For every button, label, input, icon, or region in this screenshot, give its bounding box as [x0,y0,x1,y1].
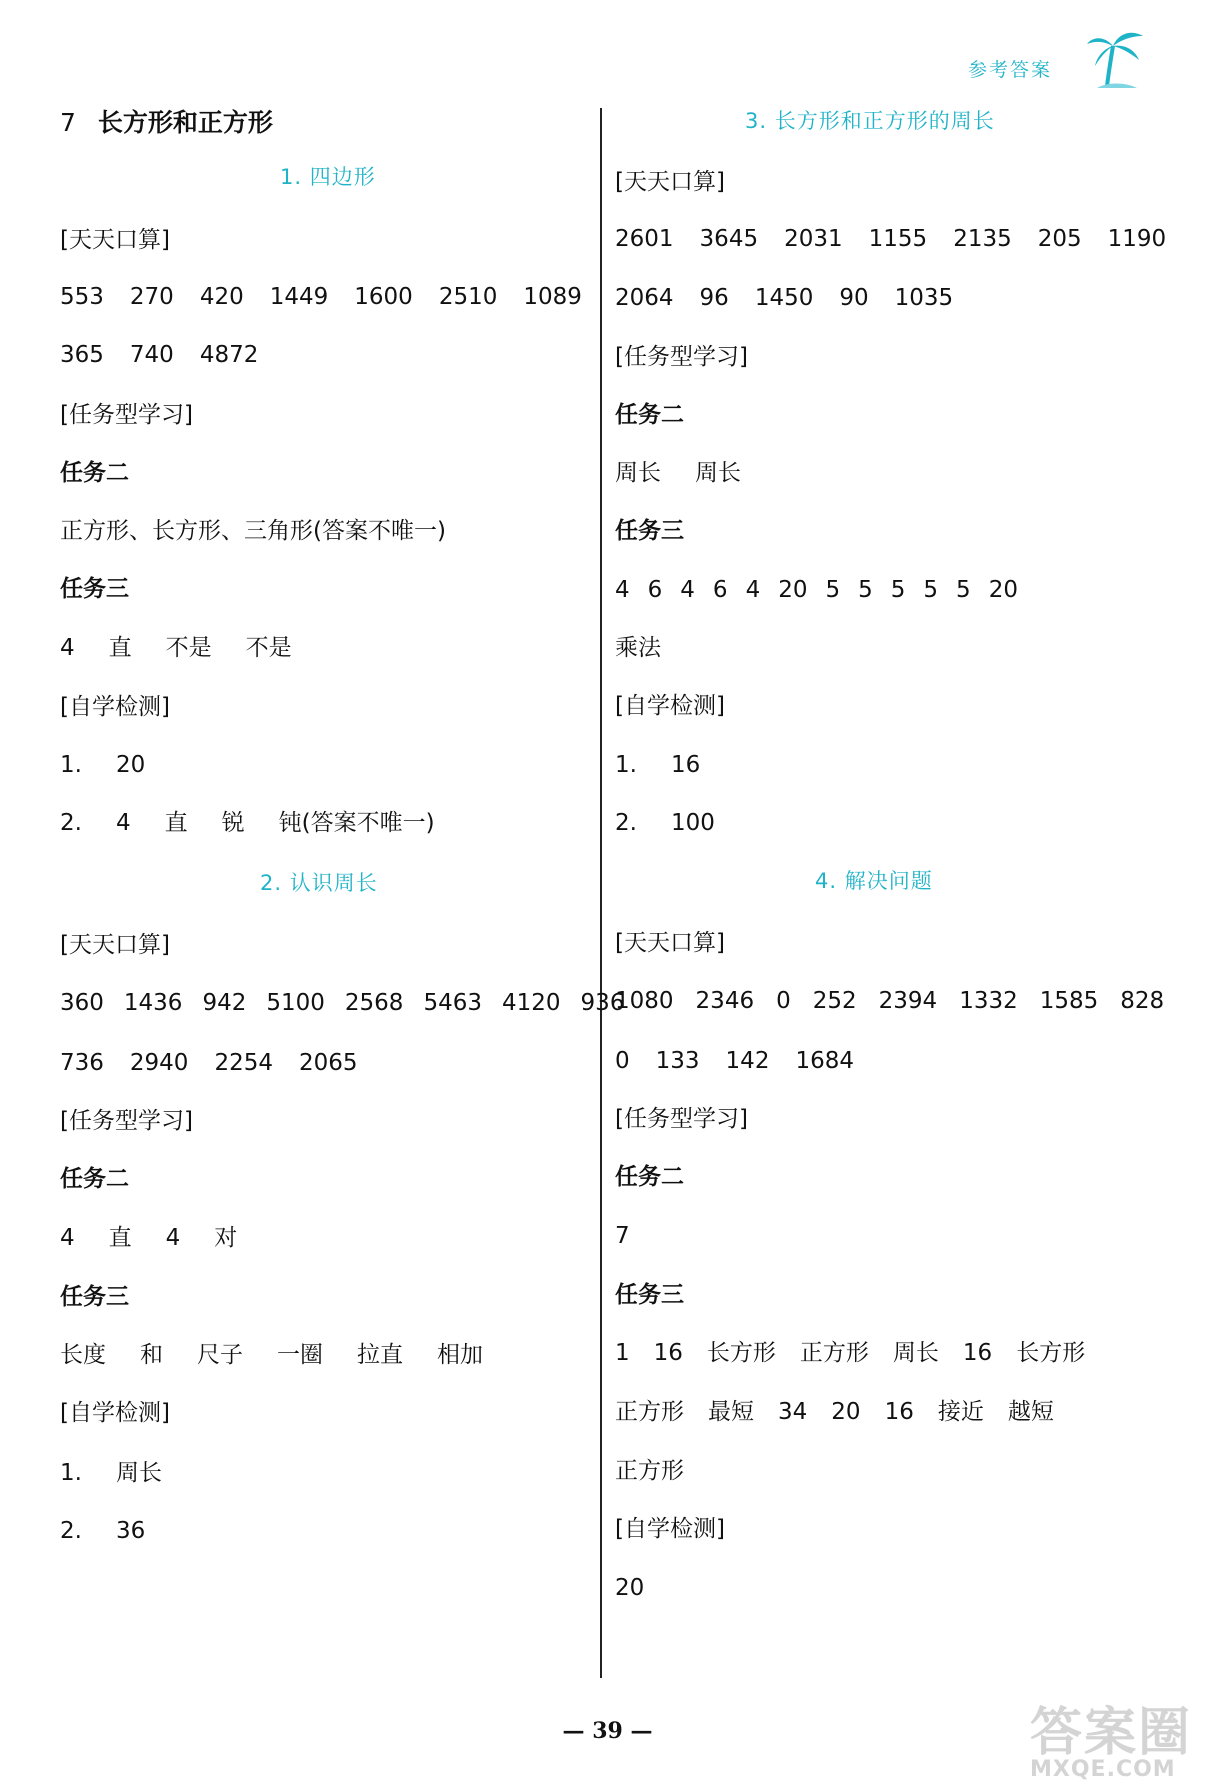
task2-heading: 任务二 [60,1166,129,1192]
answer-value: 5 [825,577,841,603]
answer-value: 2254 [214,1050,273,1076]
answer-value: 34 [778,1399,808,1425]
palm-tree-icon [1085,28,1145,90]
zixue-heading: [自学检测] [60,694,170,720]
renwu-heading: [任务型学习] [60,1108,193,1134]
item-number: 2. [60,1518,82,1544]
task2-answer: 正方形、长方形、三角形(答案不唯一) [60,518,446,544]
answer-value: 1684 [795,1048,854,1074]
answer-value: 2135 [953,226,1012,252]
answer-value: 2568 [344,990,404,1016]
answer-value: 正方形 [615,1399,684,1425]
answer-value: 270 [129,284,174,310]
answer-value: 4 [745,577,761,603]
answer-value: 20 [778,577,808,603]
answer-value: 2601 [615,226,674,252]
zixue-heading: [自学检测] [615,693,725,719]
answer-value: 0 [615,1048,630,1074]
task2-heading: 任务二 [615,1164,684,1190]
kousuan-row-1 [60,986,624,1020]
answer-value: 4120 [502,990,561,1016]
answer-value: 1035 [894,285,954,311]
answer-value: 锐 [221,810,245,836]
answer-value: 1190 [1107,226,1167,252]
kousuan-row-2 [615,1044,880,1078]
answer-value: 16 [670,752,701,778]
zixue-item-1 [60,1456,196,1490]
task2-answer [60,1221,271,1255]
answer-value: 133 [655,1048,700,1074]
item-number: 1. [615,752,637,778]
zixue-item-1 [60,748,179,782]
renwu-heading: [任务型学习] [60,402,193,428]
answer-value: 6 [712,577,728,603]
answer-value: 0 [776,988,791,1014]
answer-value: 5100 [266,990,325,1016]
zixue-item-2 [615,806,749,840]
section-title-3: 3. 长方形和正方形的周长 [745,109,995,133]
answer-value: 2065 [299,1050,358,1076]
answer-value: 936 [580,990,625,1016]
answer-value: 最短 [708,1399,754,1425]
kousuan-row-1 [615,984,1190,1018]
answer-value: 360 [60,990,104,1016]
answer-value: 420 [199,284,244,310]
kousuan-row-1 [60,280,608,314]
answer-value: 周长 [115,1460,162,1486]
answer-value: 20 [115,752,146,778]
answer-value: 4872 [199,342,259,368]
answer-value: 5 [890,577,906,603]
kousuan-row-2 [60,338,284,372]
task3-answer [60,631,326,665]
answer-value: 5463 [423,990,482,1016]
answer-value: 长方形 [1016,1340,1086,1366]
answer-value: 直 [164,810,188,836]
answer-value: 5 [956,577,971,603]
answer-value: 1436 [123,990,183,1016]
answer-value: 对 [214,1225,238,1251]
answer-value: 1080 [615,988,674,1014]
answer-value: 周长 [695,460,741,486]
task3-heading: 任务三 [615,1282,684,1308]
answer-value: 4 [60,1225,75,1251]
zixue-heading: [自学检测] [60,1400,170,1426]
task3-row-2 [615,1395,1080,1429]
column-divider [600,108,602,1678]
answer-value: 1450 [754,285,814,311]
answer-value: 90 [839,285,869,311]
task3-heading: 任务三 [60,576,129,602]
answer-value: 205 [1037,226,1082,252]
answer-value: 4 [60,635,75,661]
answer-value: 1155 [868,226,928,252]
answer-value: 2510 [438,284,498,310]
task3-answer-2: 乘法 [615,635,661,661]
answer-value: 不是 [165,635,212,661]
task3-answer [60,1338,517,1372]
chapter-number: 7 [60,108,76,137]
answer-value: 828 [1120,988,1165,1014]
answer-value: 2940 [129,1050,189,1076]
answer-value: 6 [647,577,663,603]
zixue-answer: 20 [615,1575,645,1601]
answer-value: 5 [923,577,939,603]
answer-value: 不是 [245,635,292,661]
chapter-name: 长方形和正方形 [97,108,273,137]
answer-value: 一圈 [277,1342,323,1368]
answer-value: 拉直 [357,1342,403,1368]
answer-value: 1585 [1039,988,1099,1014]
renwu-heading: [任务型学习] [615,344,748,370]
renwu-heading: [任务型学习] [615,1106,748,1132]
section-title-1: 1. 四边形 [280,165,376,189]
kousuan-heading: [天天口算] [615,930,725,956]
answer-value: 接近 [937,1399,984,1425]
item-number: 2. [60,810,82,836]
task2-heading: 任务二 [615,402,684,428]
task2-answer: 7 [615,1223,630,1249]
chapter-title [60,105,273,141]
kousuan-row-1 [615,222,1192,256]
answer-value: 周长 [892,1340,939,1366]
section-title-4: 4. 解决问题 [815,869,933,893]
answer-value: 16 [884,1399,914,1425]
task3-heading: 任务三 [60,1284,129,1310]
answer-value: 1332 [959,988,1018,1014]
answer-value: 正方形 [799,1340,869,1366]
kousuan-heading: [天天口算] [60,932,170,958]
kousuan-heading: [天天口算] [615,169,725,195]
answer-value: 和 [140,1342,163,1368]
zixue-item-2 [60,1514,179,1548]
item-number: 1. [60,1460,82,1486]
answer-value: 5 [858,577,873,603]
answer-value: 4 [115,810,131,836]
answer-value: 直 [108,635,132,661]
answer-value: 16 [962,1340,993,1366]
task3-row-1 [615,1336,1111,1370]
answer-value: 越短 [1007,1399,1054,1425]
answer-value: 252 [812,988,857,1014]
answer-value: 2064 [615,285,674,311]
answer-value: 4 [165,1225,181,1251]
answer-value: 20 [831,1399,861,1425]
kousuan-row-2 [615,281,979,315]
answer-value: 1 [615,1340,630,1366]
kousuan-row-2 [60,1046,384,1080]
item-number: 1. [60,752,82,778]
answer-value: 2031 [784,226,843,252]
answer-value: 2346 [695,988,755,1014]
task3-answer [615,573,1044,607]
answer-value: 365 [60,342,104,368]
watermark-small: MXQE.COM [1030,1757,1176,1782]
answer-value: 96 [699,285,729,311]
page-number: — 39 — [562,1718,653,1744]
item-number: 2. [615,810,637,836]
answer-value: 1089 [523,284,582,310]
section-title-2: 2. 认识周长 [260,871,378,895]
watermark-big: 答案圈 [1030,1703,1193,1763]
answer-value: 周长 [615,460,661,486]
answer-value: 100 [670,810,715,836]
task3-row-3: 正方形 [615,1458,684,1484]
header-label: 参考答案 [968,59,1053,81]
answer-value: 736 [60,1050,104,1076]
zixue-heading: [自学检测] [615,1516,725,1542]
answer-value: 142 [725,1048,770,1074]
answer-value: 尺子 [197,1342,243,1368]
answer-value: 4 [680,577,695,603]
answer-value: 2394 [878,988,938,1014]
task2-heading: 任务二 [60,460,129,486]
answer-value: 20 [988,577,1018,603]
answer-value: 3645 [699,226,759,252]
watermark-logo [1030,1690,1192,1782]
answer-value: 942 [202,990,247,1016]
answer-value: 16 [653,1340,683,1366]
zixue-item-1 [615,748,734,782]
task2-answer [615,456,775,490]
answer-value: 直 [108,1225,132,1251]
answer-value: 4 [615,577,630,603]
answer-value: 740 [129,342,174,368]
task3-heading: 任务三 [615,518,684,544]
zixue-item-2 [60,806,469,840]
answer-value: 相加 [437,1342,483,1368]
answer-value: 长方形 [706,1340,776,1366]
kousuan-heading: [天天口算] [60,227,170,253]
answer-value: 1600 [354,284,413,310]
answer-value: 钝(答案不唯一) [278,810,435,836]
answer-value: 553 [60,284,104,310]
answer-value: 长度 [60,1342,106,1368]
answer-value: 1449 [269,284,329,310]
answer-value: 36 [115,1518,146,1544]
